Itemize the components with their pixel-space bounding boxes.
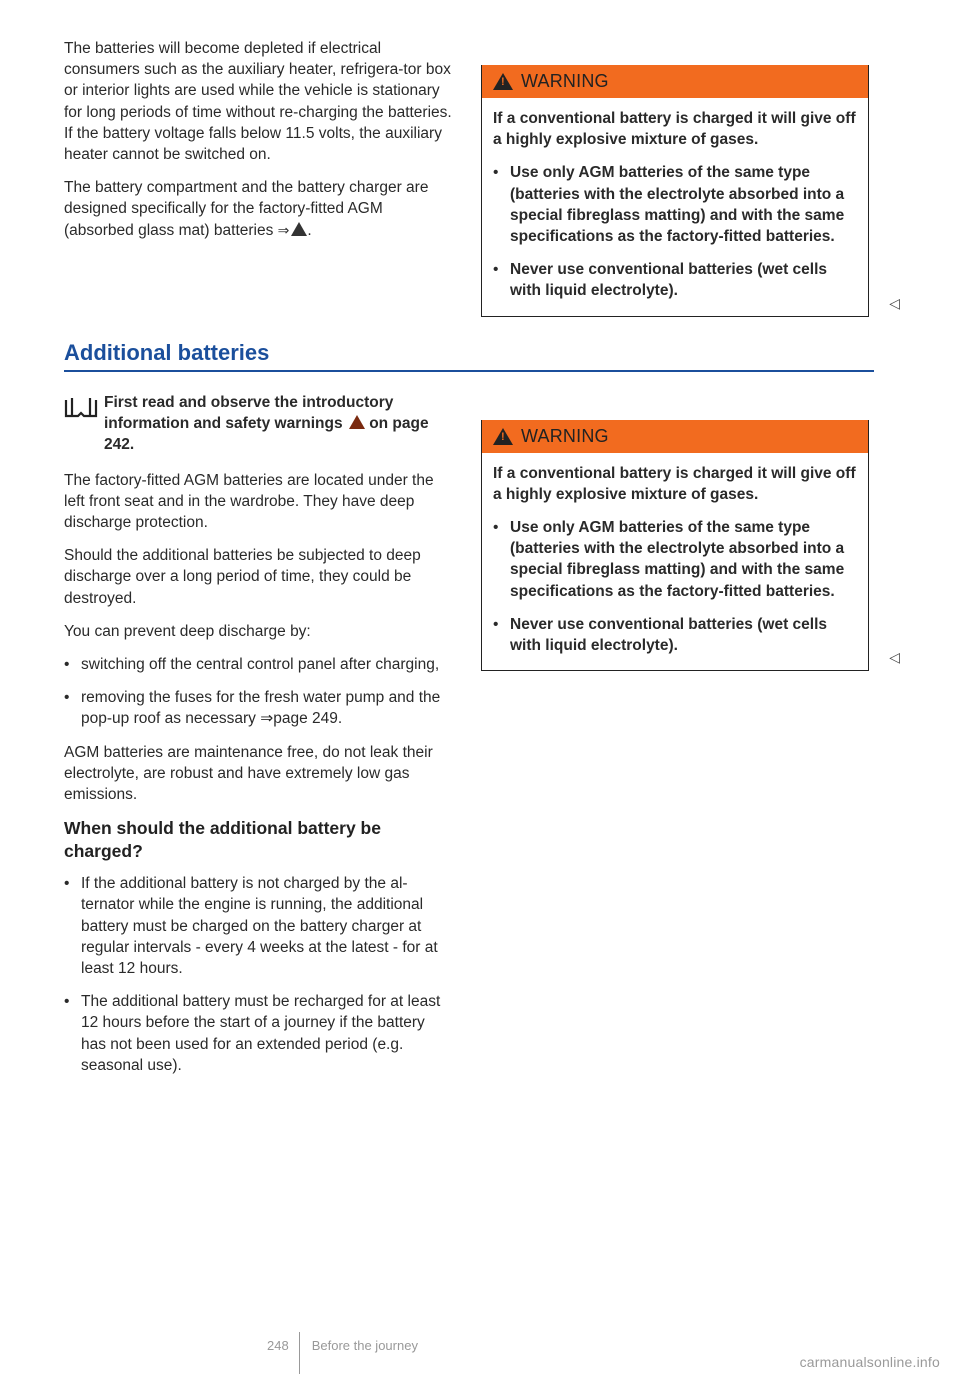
warning-body	[482, 98, 868, 316]
intro-note-page[interactable]: on page 242.	[104, 415, 429, 454]
list-item	[64, 654, 452, 675]
book-icon	[64, 392, 104, 456]
end-mark-icon: ◁	[889, 649, 900, 666]
cross-ref-arrow[interactable]: ⇒	[277, 221, 290, 238]
page-number: 248	[267, 1338, 289, 1353]
warning-triangle-icon[interactable]	[291, 222, 307, 236]
warning-label: WARNING	[521, 425, 609, 446]
page-footer	[267, 1338, 418, 1374]
bullet-icon: •	[493, 519, 499, 537]
footer-divider	[299, 1332, 300, 1374]
chapter-title: Before the journey	[311, 1338, 418, 1353]
watermark: carmanualsonline.info	[799, 1354, 940, 1370]
list-item	[64, 991, 452, 1076]
page-ref-link[interactable]: ⇒page 249.	[260, 710, 343, 728]
list-item	[493, 614, 858, 656]
warning-header	[482, 65, 868, 98]
bullet-icon: •	[64, 875, 70, 893]
list-item	[493, 517, 858, 602]
bullet-icon: •	[64, 689, 70, 707]
intro-paragraph-2: The battery compartment and the battery charger are designed specifically for the factory-fitted AGM (absorbed glass mat) batteries ⇒ .	[64, 179, 429, 239]
warning-box-2	[481, 420, 900, 672]
warning-intro: If a conventional battery is charged it will give off a highly explosive mixture of gases.	[493, 110, 856, 149]
location-paragraph: The factory-fitted AGM batteries are located under the left front seat and in the wardrobe. They have deep discharge protection.	[64, 471, 434, 532]
subheading: When should the additional battery be charged?	[64, 818, 381, 862]
bullet-icon: •	[493, 164, 499, 182]
list-item-text: If the additional battery is not charged by the al-ternator while the engine is running, the additional battery must be charged on the battery charger at regular intervals - every 4 weeks at the latest - for at least 12 hours.	[81, 875, 438, 978]
intro-note-text	[104, 392, 452, 456]
intro-note-main: First read and observe the introductory information and safety warnings	[104, 394, 394, 433]
list-item-text: Use only AGM batteries of the same type (batteries with the electrolyte absorbed into a special fibreglass matting) and with the same specifications as the factory-fitted batteries.	[510, 164, 845, 246]
warning-body	[482, 453, 868, 671]
intro-paragraph-1: The batteries will become depleted if electrical consumers such as the auxiliary heater, refrigera-tor box or interior lights are used while the vehicle is stationary for long periods of time without re-charging the batteries. If the battery voltage falls below 11.5 volts, the auxiliary heater cannot be switched on.	[64, 40, 452, 164]
list-item-text	[81, 687, 452, 729]
list-item-text: The additional battery must be recharged for at least 12 hours before the start of a journey if the battery has not been used for an extended period (e.g. seasonal use).	[81, 993, 441, 1074]
left-column-section	[64, 392, 452, 1088]
deep-discharge-paragraph: Should the additional batteries be subjected to deep discharge over a long period of time, they could be destroyed.	[64, 547, 421, 607]
list-item-text: Use only AGM batteries of the same type (batteries with the electrolyte absorbed into a special fibreglass matting) and with the same specifications as the factory-fitted batteries.	[510, 519, 845, 600]
warning-header	[482, 420, 868, 453]
warning-triangle-icon[interactable]	[349, 415, 365, 429]
warning-triangle-icon	[493, 73, 513, 90]
agm-paragraph: AGM batteries are maintenance free, do not leak their electrolyte, are robust and have extremely low gas emissions.	[64, 743, 433, 804]
list-item	[493, 162, 858, 247]
warning-box-1	[481, 65, 900, 317]
list-item	[64, 687, 452, 729]
bullet-icon: •	[493, 261, 499, 279]
left-column-top	[64, 38, 452, 253]
end-mark-icon: ◁	[889, 294, 900, 311]
warning-triangle-icon	[493, 428, 513, 445]
list-item-text: switching off the central control panel after charging,	[81, 656, 440, 674]
right-column	[481, 65, 900, 671]
list-item-text: Never use conventional batteries (wet cells with liquid electrolyte).	[510, 615, 828, 655]
list-item-text: Never use conventional batteries (wet cells with liquid electrolyte).	[510, 261, 828, 300]
list-item	[64, 873, 452, 979]
bullet-icon: •	[64, 993, 70, 1011]
warning-intro: If a conventional battery is charged it will give off a highly explosive mixture of gases.	[493, 464, 856, 503]
list-item	[493, 259, 858, 301]
bullet-icon: •	[493, 615, 499, 633]
section-title: Additional batteries	[64, 340, 270, 365]
warning-label: WARNING	[521, 71, 609, 91]
bullet-icon: •	[64, 656, 70, 674]
intro-note	[64, 392, 452, 456]
list-item-main: removing the fuses for the fresh water pump and the pop-up roof as necessary	[81, 689, 441, 728]
intro-paragraph-2-text: The battery compartment and the battery charger are designed specifically for the factory-fitted AGM (absorbed glass mat) batteries	[64, 179, 429, 239]
prevent-paragraph: You can prevent deep discharge by:	[64, 622, 311, 640]
